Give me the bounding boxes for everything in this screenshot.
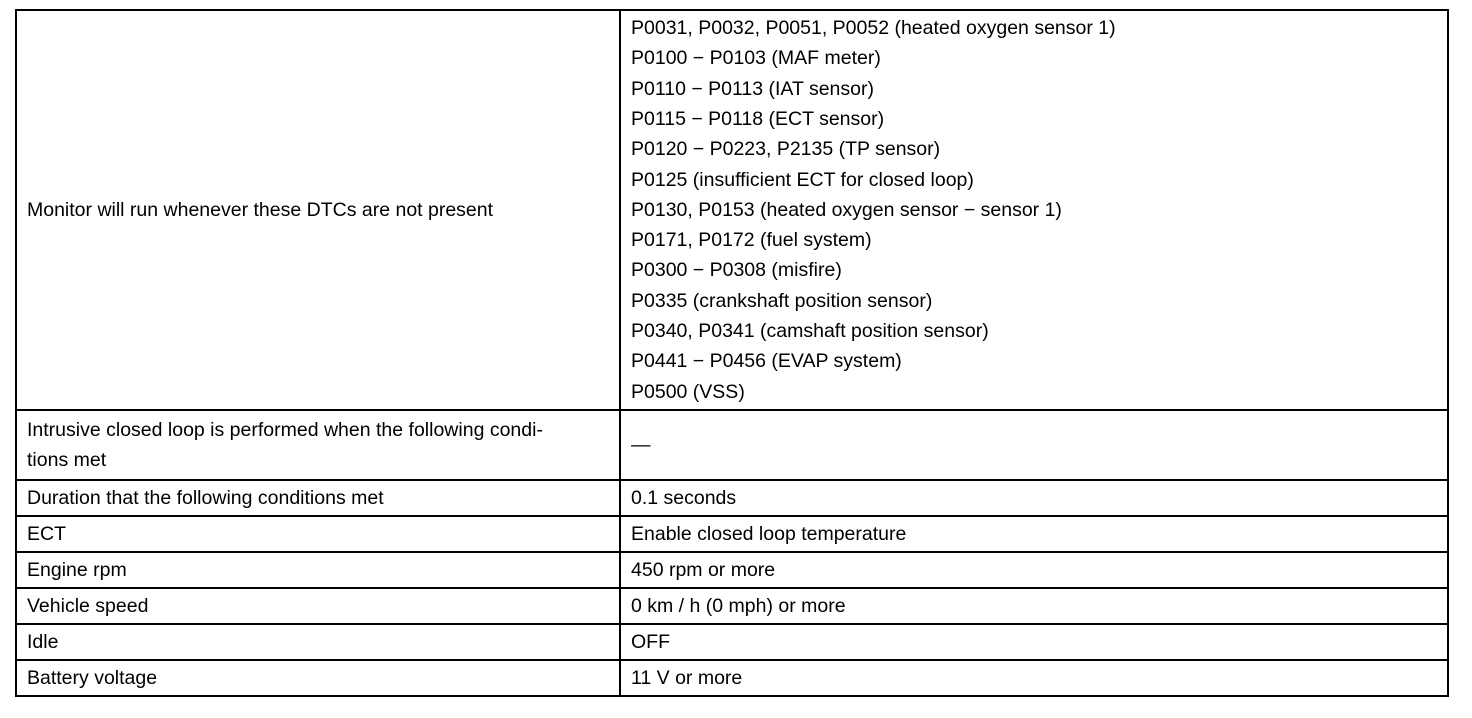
row-value: 450 rpm or more — [620, 552, 1448, 588]
conditions-table — [15, 9, 1449, 697]
dtc-list-cell — [620, 10, 1448, 410]
row-label: Engine rpm — [16, 552, 620, 588]
dtc-item: P0500 (VSS) — [631, 380, 745, 403]
row-value: Enable closed loop temperature — [620, 516, 1448, 552]
table-row-vehicle-speed — [16, 588, 1448, 624]
row-label: Duration that the following conditions met — [16, 480, 620, 516]
dtc-item: P0120 − P0223, P2135 (TP sensor) — [631, 138, 941, 161]
table-row-intrusive-closed-loop — [16, 410, 1448, 480]
row-label: Vehicle speed — [16, 588, 620, 624]
table-row-idle — [16, 624, 1448, 660]
dtc-item: P0300 − P0308 (misfire) — [631, 259, 842, 282]
row-label-line: Intrusive closed loop is performed when the following condi- — [27, 418, 543, 441]
dtc-item: P0031, P0032, P0051, P0052 (heated oxygen sensor 1) — [631, 17, 1116, 40]
table-row-engine-rpm — [16, 552, 1448, 588]
dtc-item: P0130, P0153 (heated oxygen sensor − sensor 1) — [631, 198, 1062, 221]
row-value: — — [620, 410, 1448, 480]
dtc-item: P0125 (insufficient ECT for closed loop) — [631, 168, 974, 191]
row-label: ECT — [16, 516, 620, 552]
table-row-battery-voltage — [16, 660, 1448, 696]
table-row-dtc-conditions — [16, 10, 1448, 410]
row-label: Battery voltage — [16, 660, 620, 696]
row-value: OFF — [620, 624, 1448, 660]
dtc-item: P0441 − P0456 (EVAP system) — [631, 350, 902, 373]
row-label — [16, 410, 620, 480]
row-label-line: tions met — [27, 449, 107, 471]
row-value: 0 km / h (0 mph) or more — [620, 588, 1448, 624]
row-value: 0.1 seconds — [620, 480, 1448, 516]
dtc-item: P0335 (crankshaft position sensor) — [631, 289, 933, 312]
dtc-item: P0171, P0172 (fuel system) — [631, 229, 872, 252]
dtc-item: P0340, P0341 (camshaft position sensor) — [631, 320, 989, 343]
row-value: 11 V or more — [620, 660, 1448, 696]
row-label: Monitor will run whenever these DTCs are not present — [16, 10, 620, 410]
table-row-ect — [16, 516, 1448, 552]
row-label: Idle — [16, 624, 620, 660]
table-row-duration — [16, 480, 1448, 516]
dtc-item: P0110 − P0113 (IAT sensor) — [631, 77, 874, 100]
dtc-item: P0100 − P0103 (MAF meter) — [631, 47, 881, 70]
dtc-item: P0115 − P0118 (ECT sensor) — [631, 107, 885, 130]
